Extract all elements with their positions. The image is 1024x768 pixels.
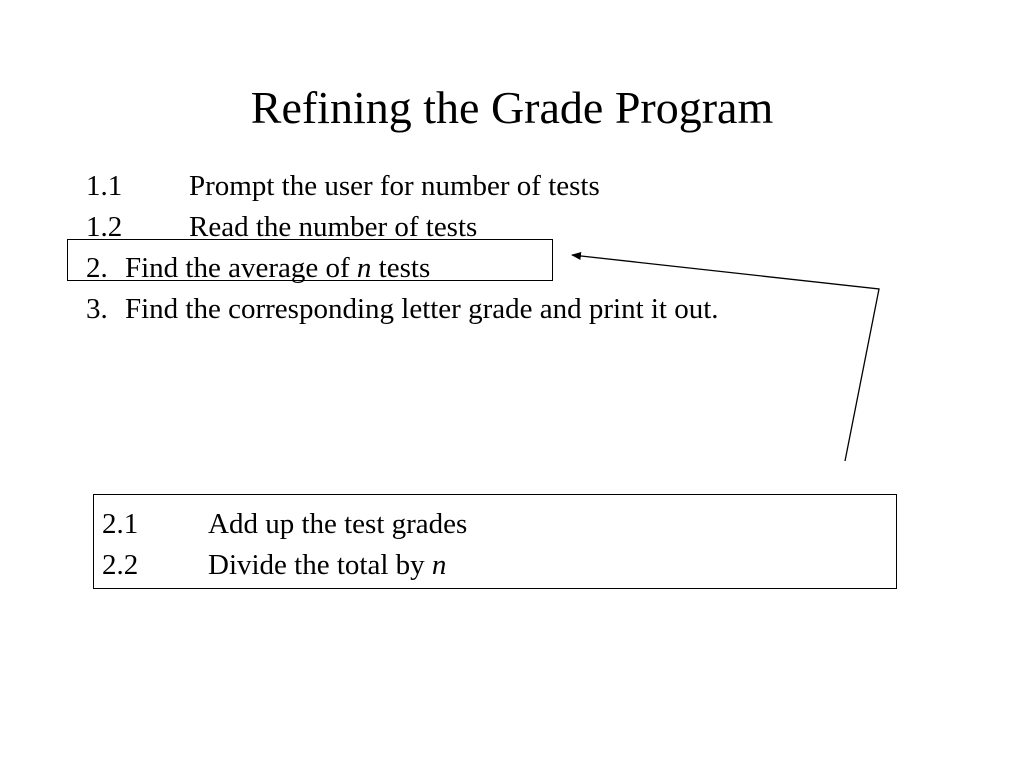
substep-text: Divide the total by n: [208, 549, 447, 581]
substep-number: 2.1: [102, 508, 139, 540]
step-text: Prompt the user for number of tests: [189, 170, 600, 202]
substep-text: Add up the test grades: [208, 508, 468, 540]
slide-title: Refining the Grade Program: [250, 82, 774, 133]
variable-n: n: [431, 549, 447, 581]
step-number: 3.: [86, 293, 108, 325]
step-number: 1.2: [86, 211, 123, 243]
substep-number: 2.2: [102, 549, 139, 581]
variable-n: n: [356, 252, 372, 284]
arrow-line: [572, 255, 879, 461]
step-number: 1.1: [86, 170, 123, 202]
step-text: Find the average of n tests: [125, 252, 431, 284]
step-text: Find the corresponding letter grade and print it out.: [125, 293, 719, 325]
step-text: Read the number of tests: [189, 211, 478, 243]
step-number: 2.: [86, 252, 108, 284]
